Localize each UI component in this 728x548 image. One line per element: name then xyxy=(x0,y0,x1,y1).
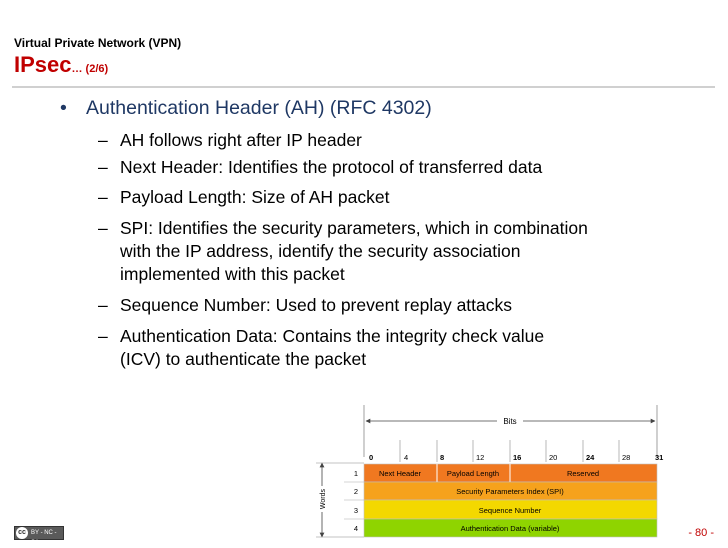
bit-tick-label: 12 xyxy=(476,453,485,462)
bit-tick-label: 8 xyxy=(440,453,445,462)
section-title: Virtual Private Network (VPN) xyxy=(14,36,182,50)
sub-item-text: with the IP address, identify the security association xyxy=(120,241,521,261)
field-spi: Security Parameters Index (SPI) xyxy=(456,487,564,496)
row-number: 1 xyxy=(353,469,359,478)
bit-tick-label: 4 xyxy=(404,453,409,462)
sub-item-text: Next Header: Identifies the protocol of transferred data xyxy=(120,157,543,177)
main-bullet-text: Authentication Header (AH) (RFC 4302) xyxy=(86,97,432,119)
bits-label: Bits xyxy=(503,417,517,426)
dash-icon: – xyxy=(98,187,108,207)
dash-icon: – xyxy=(98,295,108,315)
dash-icon: – xyxy=(98,326,108,346)
creative-commons-icon: cc xyxy=(16,527,28,539)
field-reserved: Reserved xyxy=(566,469,600,478)
bit-tick-label: 31 xyxy=(655,453,664,462)
row-number: 3 xyxy=(353,506,359,515)
sub-item-text: Sequence Number: Used to prevent replay attacks xyxy=(120,295,513,315)
sub-item-text: implemented with this packet xyxy=(120,264,345,284)
bullet-dot-icon: • xyxy=(60,97,67,119)
field-next-header: Next Header xyxy=(378,469,422,478)
dash-icon: – xyxy=(98,130,108,150)
cc-license-badge xyxy=(14,526,64,546)
bit-tick-label: 0 xyxy=(369,453,374,462)
bit-tick-label: 16 xyxy=(513,453,522,462)
dash-icon: – xyxy=(98,218,108,238)
words-label: Words xyxy=(320,488,327,510)
sub-item-text: SPI: Identifies the security parameters, which in combination xyxy=(120,218,588,238)
field-authentication-data: Authentication Data (variable) xyxy=(460,524,560,533)
sub-item-text: AH follows right after IP header xyxy=(120,130,362,150)
field-sequence-number: Sequence Number xyxy=(478,506,542,515)
row-number: 2 xyxy=(353,487,359,496)
row-number: 4 xyxy=(353,524,359,533)
sub-item-text: Payload Length: Size of AH packet xyxy=(120,187,390,207)
license-label: BY - NC - SA xyxy=(31,530,57,546)
field-payload-length: Payload Length xyxy=(446,469,500,478)
dash-icon: – xyxy=(98,157,108,177)
page-number: - 80 - xyxy=(688,527,714,539)
bit-tick-label: 24 xyxy=(586,453,595,462)
sub-item-text: Authentication Data: Contains the integrity check value xyxy=(120,326,545,346)
bit-tick-label: 20 xyxy=(549,453,558,462)
bit-tick-label: 28 xyxy=(622,453,631,462)
slide-title-suffix: … (2/6) xyxy=(71,63,109,75)
slide-title-main: IPsec xyxy=(14,52,72,77)
sub-item-text: (ICV) to authenticate the packet xyxy=(120,349,367,369)
